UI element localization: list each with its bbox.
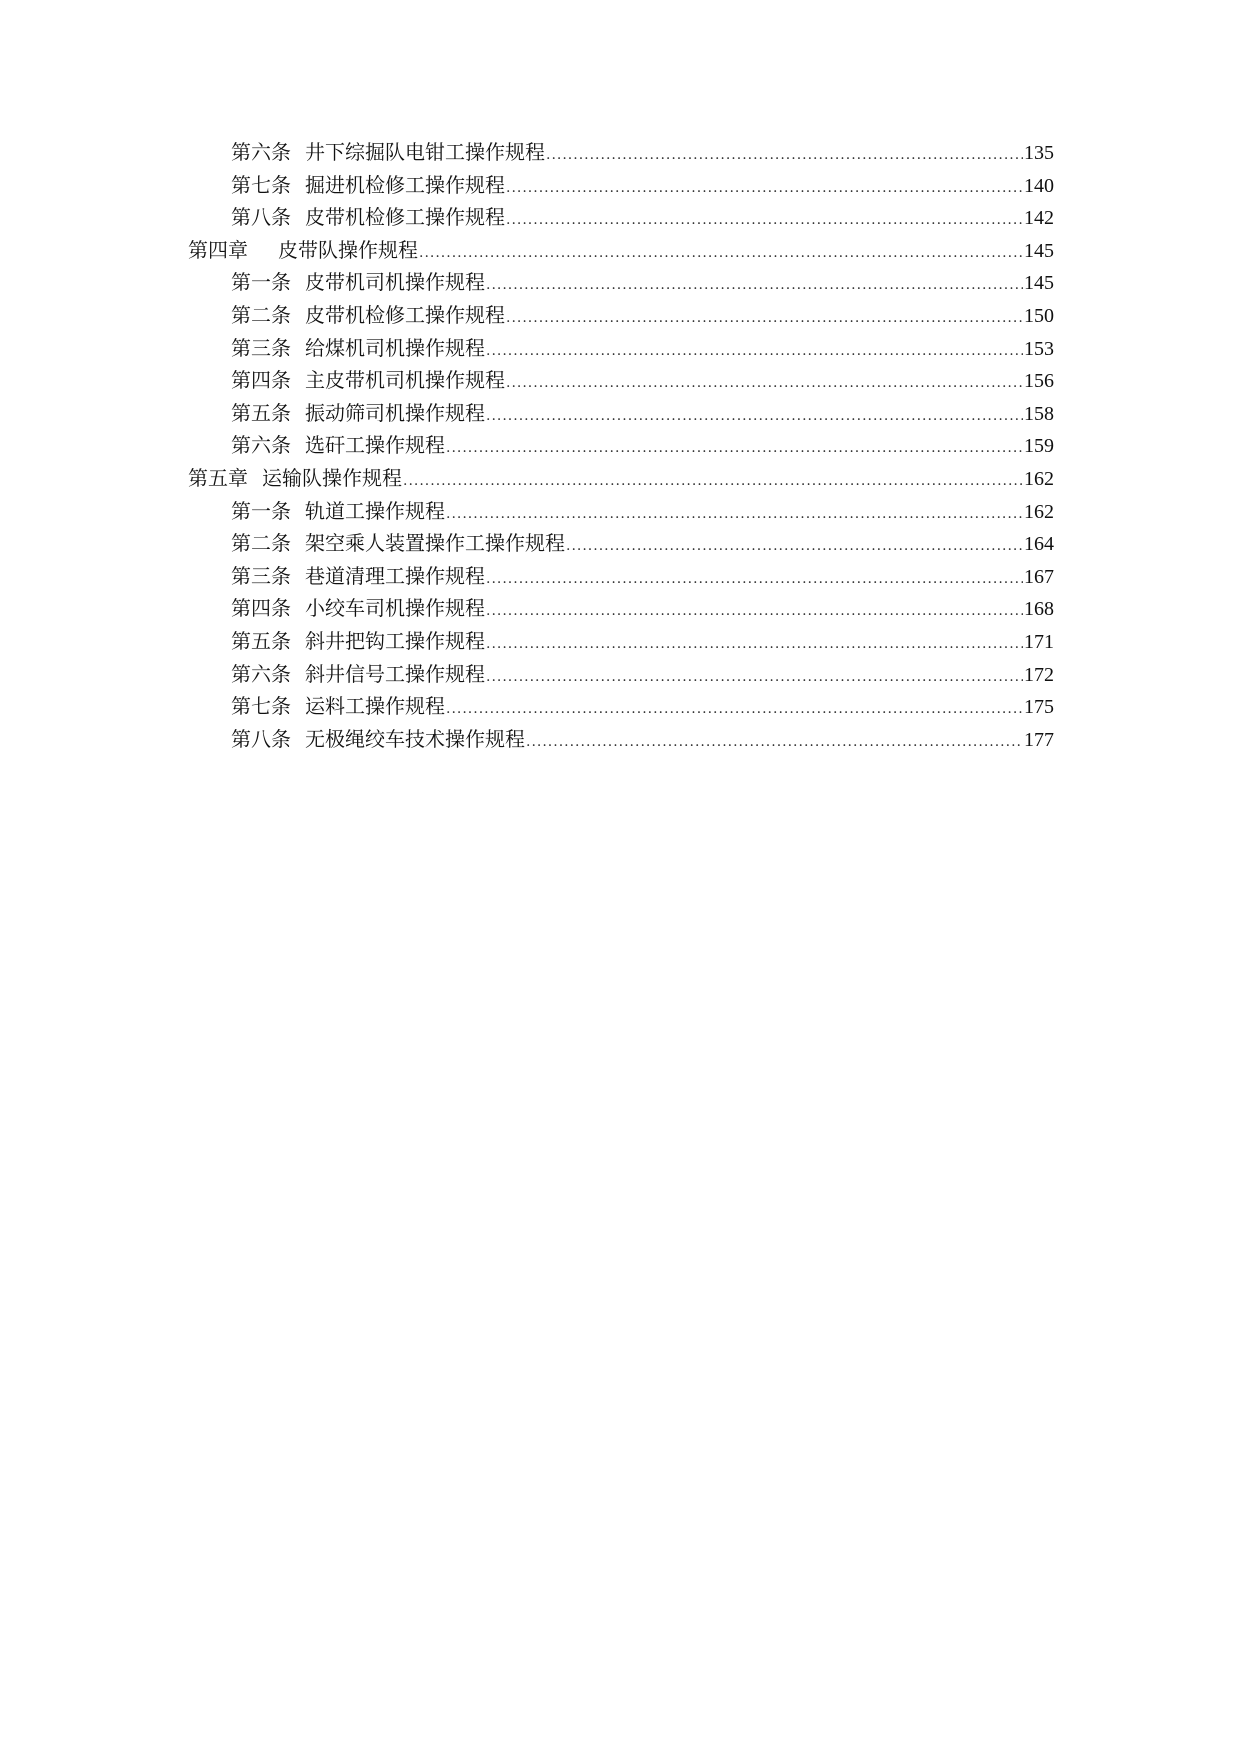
entry-title: 架空乘人装置操作工操作规程 — [305, 531, 565, 556]
dot-leader — [446, 432, 1023, 465]
entry-title: 斜井信号工操作规程 — [305, 661, 485, 686]
entry-number: 第六条 — [231, 661, 291, 686]
chapter-title: 皮带队操作规程 — [278, 237, 418, 262]
toc-entry[interactable] — [188, 364, 1054, 397]
toc-entry[interactable] — [188, 592, 1054, 625]
entry-number: 第五条 — [231, 400, 291, 425]
entry-title: 振动筛司机操作规程 — [305, 400, 485, 425]
chapter-number: 第四章 — [188, 237, 248, 262]
toc-entry[interactable] — [188, 560, 1054, 593]
entry-title: 斜井把钩工操作规程 — [305, 628, 485, 653]
dot-leader — [446, 498, 1023, 531]
dot-leader — [486, 563, 1023, 596]
entry-page-number: 135 — [1024, 142, 1054, 164]
toc-chapter-entry[interactable] — [188, 462, 1054, 495]
toc-entry[interactable] — [188, 527, 1054, 560]
entry-number: 第五条 — [231, 628, 291, 653]
entry-title: 运料工操作规程 — [305, 694, 445, 719]
toc-entry[interactable] — [188, 397, 1054, 430]
toc-entry[interactable] — [188, 332, 1054, 365]
entry-page-number: 150 — [1024, 304, 1054, 327]
entry-number: 第四条 — [231, 596, 291, 621]
dot-leader — [486, 661, 1023, 694]
entry-title: 皮带机检修工操作规程 — [305, 302, 505, 327]
dot-leader — [506, 204, 1023, 237]
entry-page-number: 153 — [1024, 337, 1054, 360]
toc-entry[interactable] — [188, 136, 1054, 169]
entry-title: 小绞车司机操作规程 — [305, 596, 485, 621]
entry-page-number: 162 — [1024, 500, 1054, 523]
entry-page-number: 145 — [1024, 239, 1054, 262]
dot-leader — [403, 465, 1023, 498]
entry-page-number: 142 — [1024, 207, 1054, 230]
entry-number: 第一条 — [231, 498, 291, 523]
entry-title: 掘进机检修工操作规程 — [305, 172, 505, 197]
entry-page-number: 162 — [1024, 467, 1054, 490]
entry-title: 皮带机检修工操作规程 — [305, 205, 505, 230]
chapter-number: 第五章 — [188, 465, 248, 490]
entry-title: 主皮带机司机操作规程 — [305, 368, 505, 393]
toc-entry[interactable] — [188, 201, 1054, 234]
toc-entry[interactable] — [188, 625, 1054, 658]
entry-title: 井下综掘队电钳工操作规程 — [305, 140, 545, 164]
dot-leader — [566, 530, 1023, 563]
toc-entry[interactable] — [188, 690, 1054, 723]
entry-number: 第六条 — [231, 140, 291, 164]
table-of-contents — [188, 136, 1054, 755]
entry-number: 第七条 — [231, 172, 291, 197]
entry-page-number: 145 — [1024, 272, 1054, 295]
toc-entry[interactable] — [188, 266, 1054, 299]
entry-page-number: 156 — [1024, 370, 1054, 393]
entry-page-number: 172 — [1024, 663, 1054, 686]
dot-leader — [486, 400, 1023, 433]
toc-entry[interactable] — [188, 299, 1054, 332]
chapter-title: 运输队操作规程 — [262, 465, 402, 490]
entry-page-number: 175 — [1024, 696, 1054, 719]
entry-title: 巷道清理工操作规程 — [305, 563, 485, 588]
entry-number: 第八条 — [231, 726, 291, 751]
entry-number: 第三条 — [231, 335, 291, 360]
dot-leader — [506, 172, 1023, 205]
entry-page-number: 140 — [1024, 174, 1054, 197]
dot-leader — [486, 269, 1023, 302]
toc-entry[interactable] — [188, 723, 1054, 756]
entry-number: 第四条 — [231, 368, 291, 393]
dot-leader — [486, 628, 1023, 661]
entry-number: 第二条 — [231, 302, 291, 327]
entry-title: 给煤机司机操作规程 — [305, 335, 485, 360]
entry-page-number: 158 — [1024, 402, 1054, 425]
entry-number: 第八条 — [231, 205, 291, 230]
dot-leader — [506, 302, 1023, 335]
toc-entry[interactable] — [188, 495, 1054, 528]
entry-title: 轨道工操作规程 — [305, 498, 445, 523]
dot-leader — [446, 693, 1023, 726]
entry-number: 第二条 — [231, 531, 291, 556]
entry-number: 第六条 — [231, 433, 291, 458]
entry-page-number: 171 — [1024, 630, 1054, 653]
entry-page-number: 167 — [1024, 565, 1054, 588]
dot-leader — [486, 595, 1023, 628]
dot-leader — [419, 237, 1023, 270]
toc-chapter-entry[interactable] — [188, 234, 1054, 267]
entry-title: 无极绳绞车技术操作规程 — [305, 726, 525, 751]
dot-leader — [486, 335, 1023, 368]
dot-leader — [546, 139, 1023, 172]
toc-entry[interactable] — [188, 658, 1054, 691]
toc-entry[interactable] — [188, 429, 1054, 462]
entry-number: 第一条 — [231, 270, 291, 295]
dot-leader — [506, 367, 1023, 400]
entry-page-number: 177 — [1024, 728, 1054, 751]
entry-page-number: 168 — [1024, 598, 1054, 621]
entry-title: 选矸工操作规程 — [305, 433, 445, 458]
entry-page-number: 164 — [1024, 533, 1054, 556]
entry-title: 皮带机司机操作规程 — [305, 270, 485, 295]
entry-number: 第三条 — [231, 563, 291, 588]
entry-number: 第七条 — [231, 694, 291, 719]
toc-entry[interactable] — [188, 169, 1054, 202]
entry-page-number: 159 — [1024, 435, 1054, 458]
dot-leader — [526, 726, 1023, 759]
